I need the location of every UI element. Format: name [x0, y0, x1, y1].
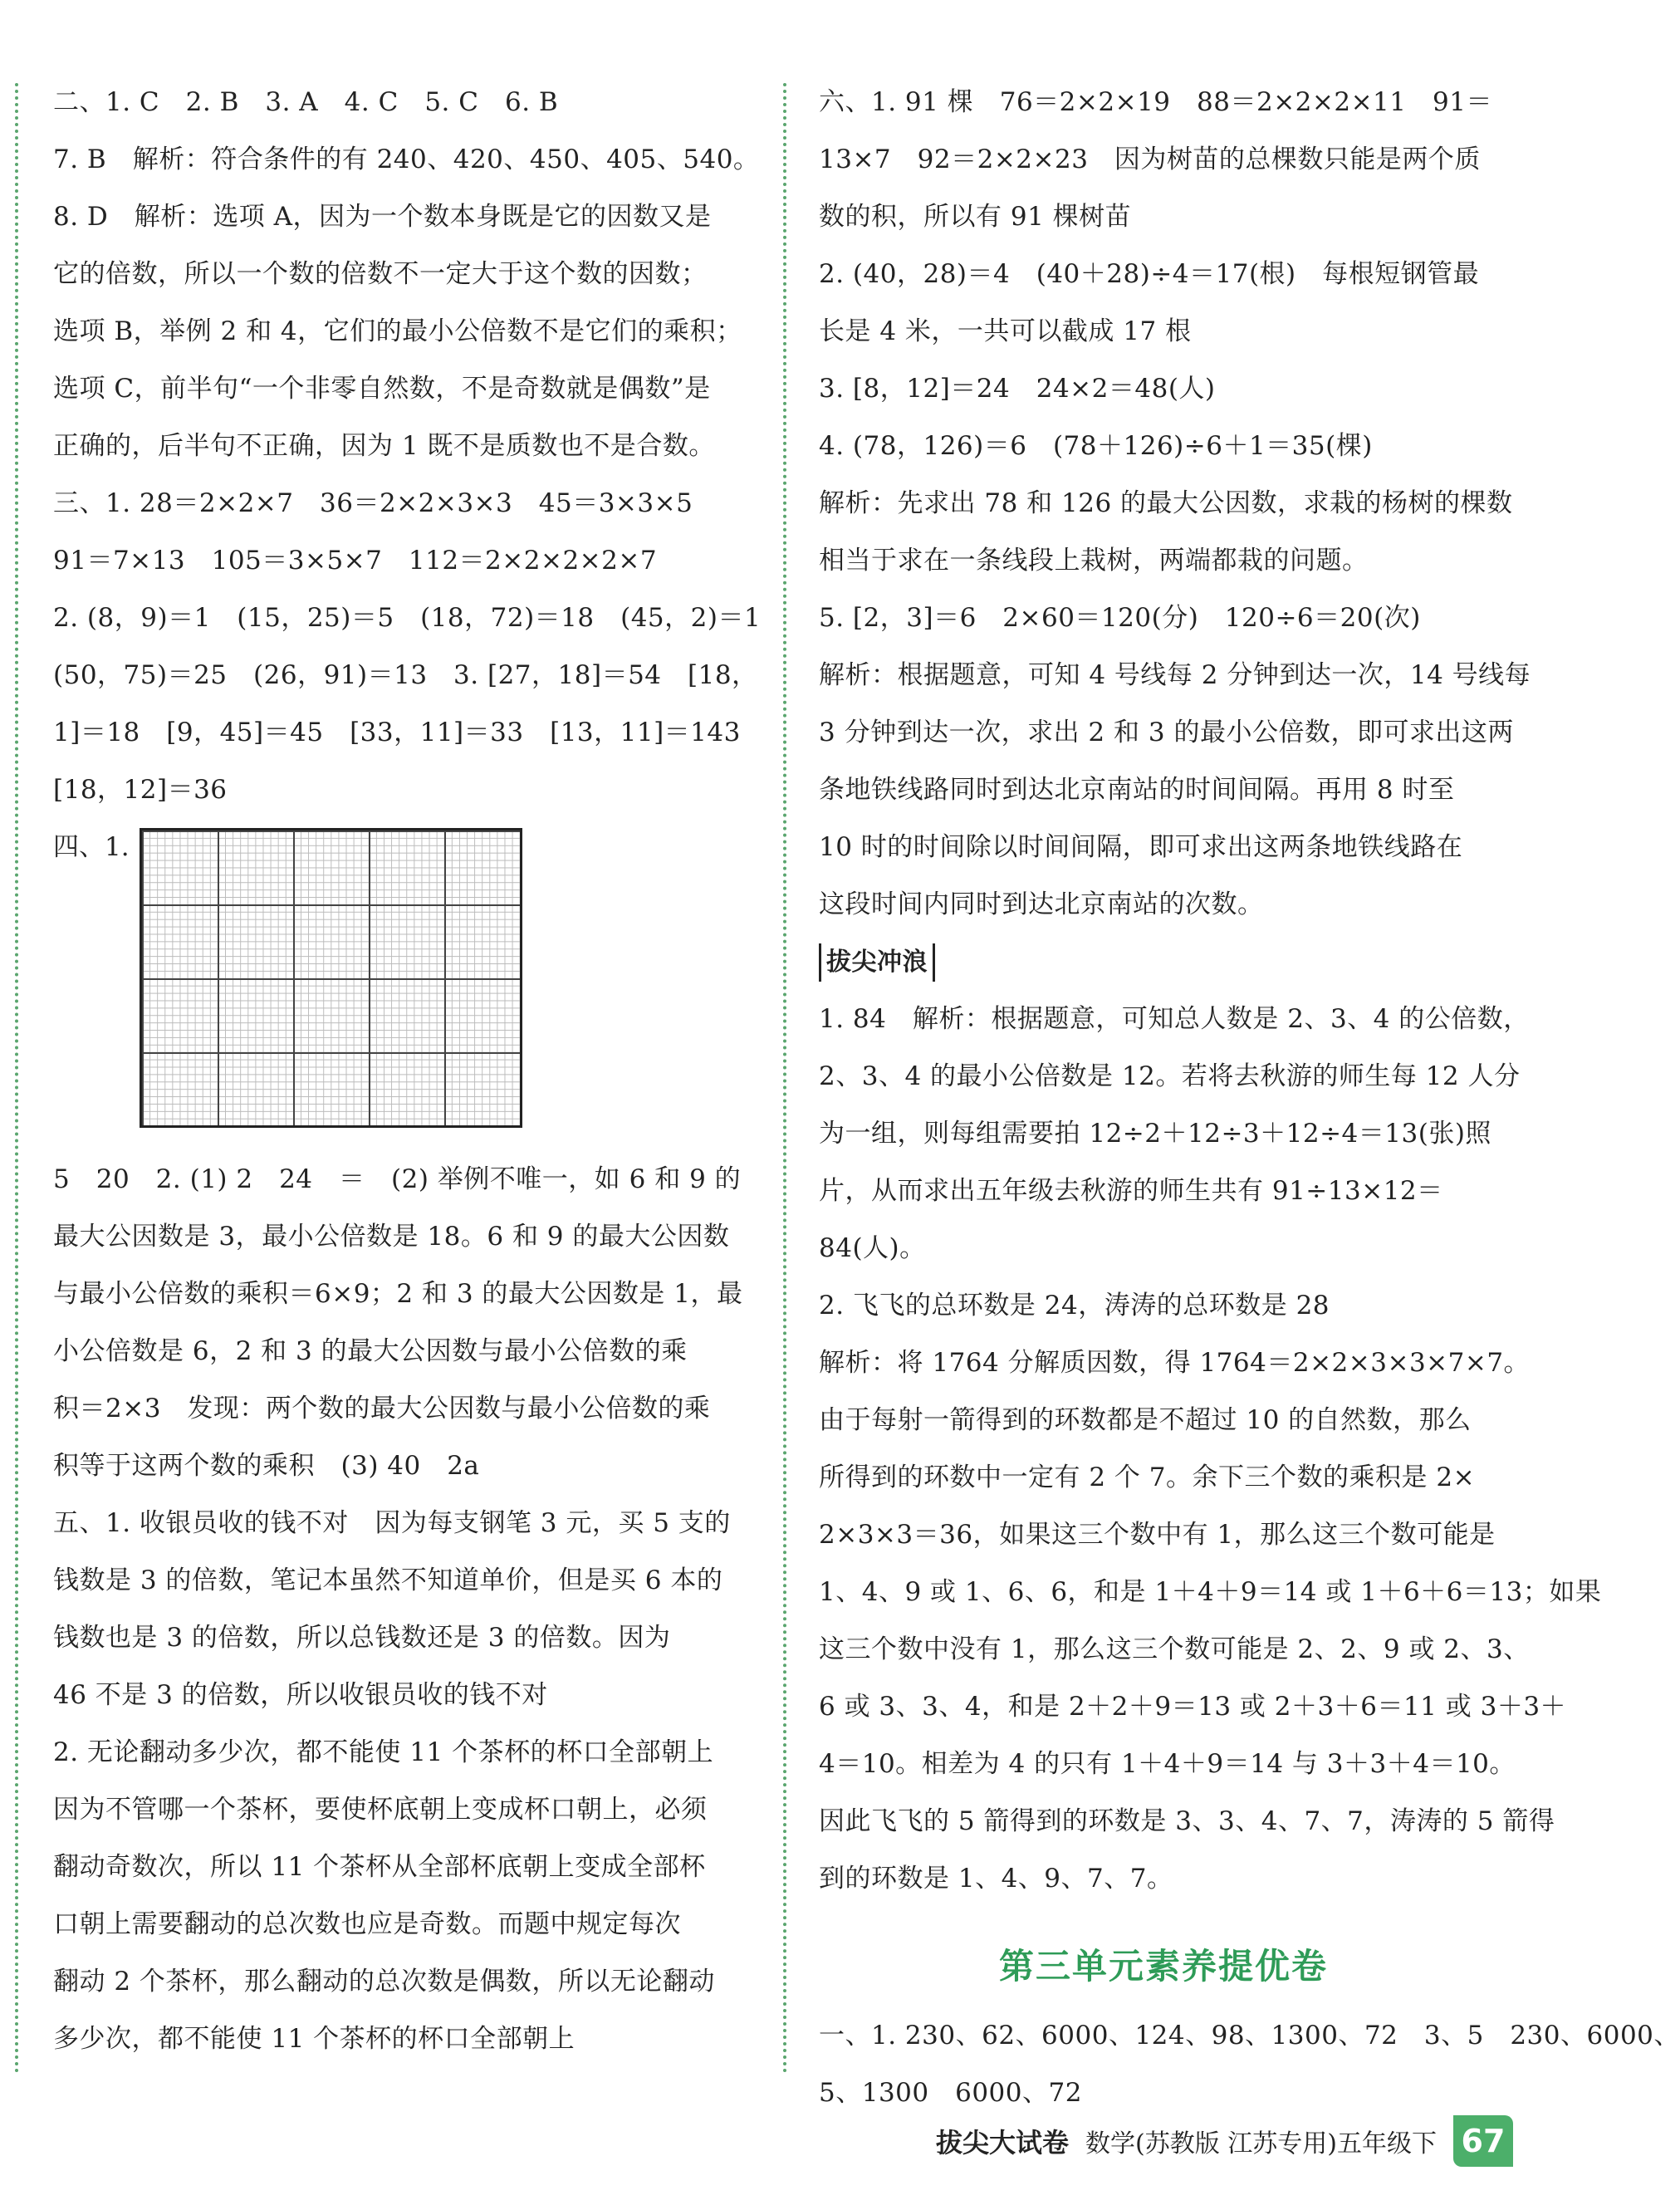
text-line: 它的倍数，所以一个数的倍数不一定大于这个数的因数； [53, 259, 708, 289]
text-line: 由于每射一箭得到的环数都是不超过 10 的自然数，那么 [819, 1405, 1472, 1435]
text-line: 五、1. 收银员收的钱不对 因为每支钢笔 3 元，买 5 支的 [53, 1508, 731, 1538]
text-line: 所得到的环数中一定有 2 个 7。余下三个数的乘积是 2× [819, 1463, 1476, 1492]
text-line: 5 20 2. (1) 2 24 ＝ (2) 举例不唯一，如 6 和 9 的 [53, 1164, 742, 1194]
text-line: 4. (78，126)＝6 (78＋126)÷6＋1＝35(棵) [819, 431, 1373, 461]
text-line: 8. D 解析：选项 A，因为一个数本身既是它的因数又是 [53, 202, 712, 232]
section-tag: 拔尖冲浪 [819, 943, 935, 982]
right-lines-c [819, 2016, 1680, 2131]
text-line: 与最小公倍数的乘积＝6×9；2 和 3 的最大公因数是 1，最 [53, 1279, 743, 1309]
text-line: 5、1300 6000、72 [819, 2078, 1082, 2108]
left-margin-rule [15, 83, 18, 2075]
text-line: 2、3、4 的最小公倍数是 12。若将去秋游的师生每 12 人分 [819, 1061, 1521, 1091]
text-line: 解析：将 1764 分解质因数，得 1764＝2×2×3×3×7×7。 [819, 1348, 1531, 1378]
text-line: 选项 C，前半句“一个非零自然数，不是奇数就是偶数”是 [53, 374, 711, 404]
section-tag-row [819, 943, 1508, 1000]
text-line: 2. (8，9)＝1 (15，25)＝5 (18，72)＝18 (45，2)＝1 [53, 603, 762, 633]
text-line: 积＝2×3 发现：两个数的最大公因数与最小公倍数的乘 [53, 1394, 711, 1423]
text-line: 最大公因数是 3，最小公倍数是 18。6 和 9 的最大公因数 [53, 1222, 730, 1252]
text-line: 1]＝18 [9，45]＝45 [33，11]＝33 [13，11]＝143 [53, 718, 741, 747]
text-line: 钱数也是 3 的倍数，所以总钱数还是 3 的倍数。因为 [53, 1623, 671, 1653]
text-line: 46 不是 3 的倍数，所以收银员收的钱不对 [53, 1680, 548, 1710]
left-column [53, 83, 762, 2077]
right-lines-b [819, 1000, 1602, 1917]
text-line: 解析：先求出 78 和 126 的最大公因数，求栽的杨树的棵数 [819, 488, 1513, 518]
text-line: 2. 飞飞的总环数是 24，涛涛的总环数是 28 [819, 1291, 1330, 1320]
page-number-badge: 67 [1453, 2115, 1513, 2167]
text-line: 数的积，所以有 91 棵树苗 [819, 202, 1132, 232]
text-line: 2. (40，28)＝4 (40＋28)÷4＝17(根) 每根短钢管最 [819, 259, 1480, 289]
grid-figure-block [53, 828, 742, 1160]
footer-brand: 拔尖大试卷 [936, 2127, 1070, 2158]
text-line: (50，75)＝25 (26，91)＝13 3. [27，18]＝54 [18， [53, 660, 758, 690]
text-line: 6 或 3、3、4，和是 2＋2＋9＝13 或 2＋3＋6＝11 或 3＋3＋ [819, 1692, 1567, 1722]
text-line: 长是 4 米，一共可以截成 17 根 [819, 316, 1192, 346]
text-line: 这段时间内同时到达北京南站的次数。 [819, 889, 1264, 919]
text-line: 因为不管哪一个茶杯，要使杯底朝上变成杯口朝上，必须 [53, 1795, 708, 1825]
text-line: 片，从而求出五年级去秋游的师生共有 91÷13×12＝ [819, 1176, 1443, 1206]
text-line: [18，12]＝36 [53, 775, 228, 805]
text-line: 5. [2，3]＝6 2×60＝120(分) 120÷6＝20(次) [819, 603, 1421, 633]
text-line: 一、1. 230、62、6000、124、98、1300、72 3、5 230、6000、 [819, 2021, 1680, 2050]
text-line: 为一组，则每组需要拍 12÷2＋12÷3＋12÷4＝13(张)照 [819, 1119, 1491, 1149]
text-line: 口朝上需要翻动的总次数也应是奇数。而题中规定每次 [53, 1909, 681, 1939]
text-line: 3. [8，12]＝24 24×2＝48(人) [819, 374, 1216, 404]
text-line: 小公倍数是 6，2 和 3 的最大公因数与最小公倍数的乘 [53, 1336, 688, 1366]
text-line: 条地铁线路同时到达北京南站的时间间隔。再用 8 时至 [819, 775, 1455, 805]
text-line: 积等于这两个数的乘积 (3) 40 2a [53, 1451, 480, 1481]
text-line: 选项 B，举例 2 和 4，它们的最小公倍数不是它们的乘积； [53, 316, 742, 346]
text-line: 4＝10。相差为 4 的只有 1＋4＋9＝14 与 3＋3＋4＝10。 [819, 1749, 1516, 1779]
text-line: 三、1. 28＝2×2×7 36＝2×2×3×3 45＝3×3×5 [53, 488, 693, 518]
text-line: 13×7 92＝2×2×23 因为树苗的总棵数只能是两个质 [819, 145, 1481, 174]
text-line: 到的环数是 1、4、9、7、7。 [819, 1864, 1173, 1894]
text-line: 10 时的时间除以时间间隔，即可求出这两条地铁线路在 [819, 832, 1463, 862]
text-line: 相当于求在一条线段上栽树，两端都栽的问题。 [819, 546, 1369, 576]
page-footer [936, 2116, 1513, 2166]
text-line: 翻动奇数次，所以 11 个茶杯从全部杯底朝上变成全部杯 [53, 1852, 706, 1882]
text-line: 3 分钟到达一次，求出 2 和 3 的最小公倍数，即可求出这两 [819, 718, 1514, 747]
text-line: 91＝7×13 105＝3×5×7 112＝2×2×2×2×7 [53, 546, 658, 576]
text-line: 二、1. C 2. B 3. A 4. C 5. C 6. B [53, 87, 559, 117]
right-lines-a [819, 83, 1531, 943]
text-line: 7. B 解析：符合条件的有 240、420、450、405、540。 [53, 145, 760, 174]
left-lines-b [53, 1160, 742, 2077]
right-column [819, 83, 1680, 2131]
square-grid-figure [140, 828, 522, 1128]
text-line: 1. 84 解析：根据题意，可知总人数是 2、3、4 的公倍数， [819, 1004, 1530, 1034]
text-line: 2. 无论翻动多少次，都不能使 11 个茶杯的杯口全部朝上 [53, 1737, 714, 1767]
text-line: 1、4、9 或 1、6、6，和是 1＋4＋9＝14 或 1＋6＋6＝13；如果 [819, 1577, 1602, 1607]
text-line: 因此飞飞的 5 箭得到的环数是 3、3、4、7、7，涛涛的 5 箭得 [819, 1806, 1555, 1836]
text-line: 这三个数中没有 1，那么这三个数可能是 2、2、9 或 2、3、 [819, 1634, 1530, 1664]
text-line: 翻动 2 个茶杯，那么翻动的总次数是偶数，所以无论翻动 [53, 1967, 715, 1997]
grid-question-label: 四、1. [53, 832, 130, 862]
text-line: 六、1. 91 棵 76＝2×2×19 88＝2×2×2×11 91＝ [819, 87, 1492, 117]
text-line: 解析：根据题意，可知 4 号线每 2 分钟到达一次，14 号线每 [819, 660, 1531, 690]
text-line: 84(人)。 [819, 1233, 926, 1263]
footer-subject: 数学(苏教版 江苏专用)五年级下 [1085, 2129, 1437, 2158]
left-lines-a [53, 83, 762, 828]
text-line: 2×3×3＝36，如果这三个数中有 1，那么这三个数可能是 [819, 1520, 1496, 1550]
text-line: 多少次，都不能使 11 个茶杯的杯口全部朝上 [53, 2024, 576, 2054]
text-line: 正确的，后半句不正确，因为 1 既不是质数也不是合数。 [53, 431, 715, 461]
text-line: 钱数是 3 的倍数，笔记本虽然不知道单价，但是买 6 本的 [53, 1565, 723, 1595]
column-divider [783, 83, 786, 2075]
section-title: 第三单元素养提优卷 [998, 1946, 1328, 1987]
